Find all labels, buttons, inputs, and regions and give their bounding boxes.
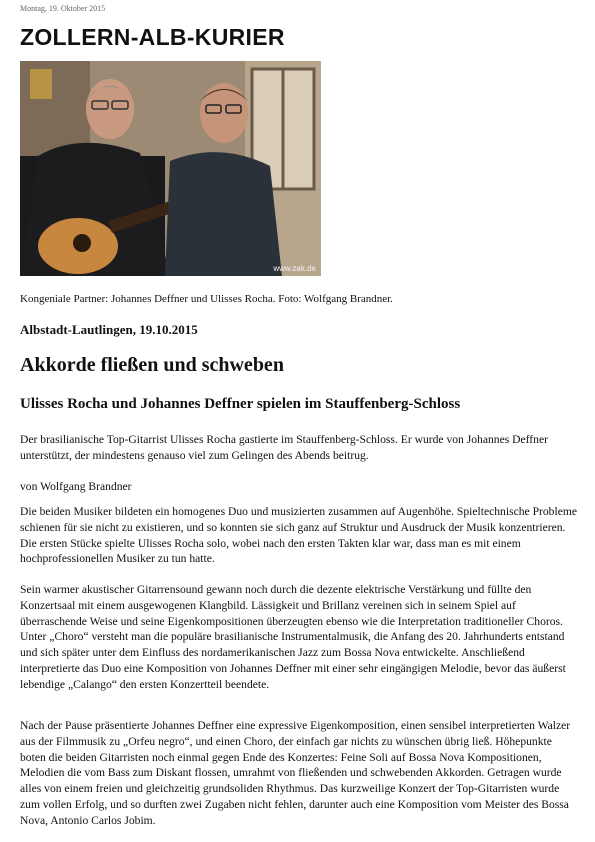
issue-date: Montag, 19. Oktober 2015 (20, 4, 106, 13)
article-paragraph-3: Nach der Pause präsentierte Johannes Deffner eine expressive Eigenkomposition, einen sensibel interpretierten Walzer aus der Filmmusik zu „Orfeu negro“, und einen Choro, der einfach gar nichts zu wünschen übrig ließ. Höhepunkte boten die beiden Gitarristen noch einmal gegen Ende des Konzertes: Feine Soli auf Bossa Nova Kompositionen, Melodien die vom Bass zum Diskant flossen, umrahmt von fließenden und schwebenden Akkorden. Getragen wurde alles von einem freien und gleichzeitig grundsoliden Rhythmus. Das kurzweilige Konzert der Top-Gitarristen wurde zum vollen Erfolg, und so durften zwei Zugaben nicht fehlen, darunter auch eine Komposition vom Meister des Bossa Nova, Antonio Carlos Jobim. (20, 719, 571, 827)
photo-watermark: www.zak.de (273, 264, 316, 273)
article-paragraph-2: Sein warmer akustischer Gitarrensound gewann noch durch die dezente elektrische Verstärkung und füllte den Konzertsaal mit einem ausgewogenen Klangbild. Lässigkeit und Brillanz vereinen sich in seinem Spiel auf überraschende Weise und seine Eigenkompositionen überzeugten ebenso wie die Interpretation traditioneller Choros. Unter „Choro“ versteht man die populäre brasilianische Instrumentalmusik, die Anfang des 20. Jahrhunderts entstand und sich später unter dem Einfluss des nordamerikanischen Jazz zum Bossa Nova entwickelte. Anschließend interpretierte das Duo eine Komposition von Johannes Deffner mit einer sehr eingängigen Melodie, bevor das äußerst lebendige „Calango“ den ersten Konzertteil beendete. (20, 583, 566, 691)
article-headline: Akkorde fließen und schweben (20, 354, 284, 376)
article-paragraph-1: Die beiden Musiker bildeten ein homogenes Duo und musizierten zusammen auf Augenhöhe. Spieltechnische Probleme schienen für sie nicht zu existieren, und so konnten sie sich ganz auf Struktur und Ausdruck der Musik konzentrieren. Die ersten Stücke spielte Ulisses Rocha solo, wobei nach den ersten Takten klar war, dass man es mit einem hochprofessionellen Musiker zu tun hatte. (20, 505, 578, 566)
article-author: von Wolfgang Brandner (20, 480, 132, 493)
article-photo (20, 61, 321, 276)
article-subheadline: Ulisses Rocha und Johannes Deffner spielen im Stauffenberg-Schloss (20, 396, 461, 412)
article-dateline: Albstadt-Lautlingen, 19.10.2015 (20, 322, 198, 337)
photo-caption: Kongeniale Partner: Johannes Deffner und Ulisses Rocha. Foto: Wolfgang Brandner. (20, 293, 393, 305)
article-lead: Der brasilianische Top-Gitarrist Ulisses Rocha gastierte im Stauffenberg-Schloss. Er wurde von Johannes Deffner unterstützt, der mindestens genauso viel zum Gelingen des Abends beitrug. (20, 433, 548, 462)
photo-musicians-illustration (20, 61, 321, 276)
newspaper-masthead: ZOLLERN-ALB-KURIER (20, 24, 285, 50)
